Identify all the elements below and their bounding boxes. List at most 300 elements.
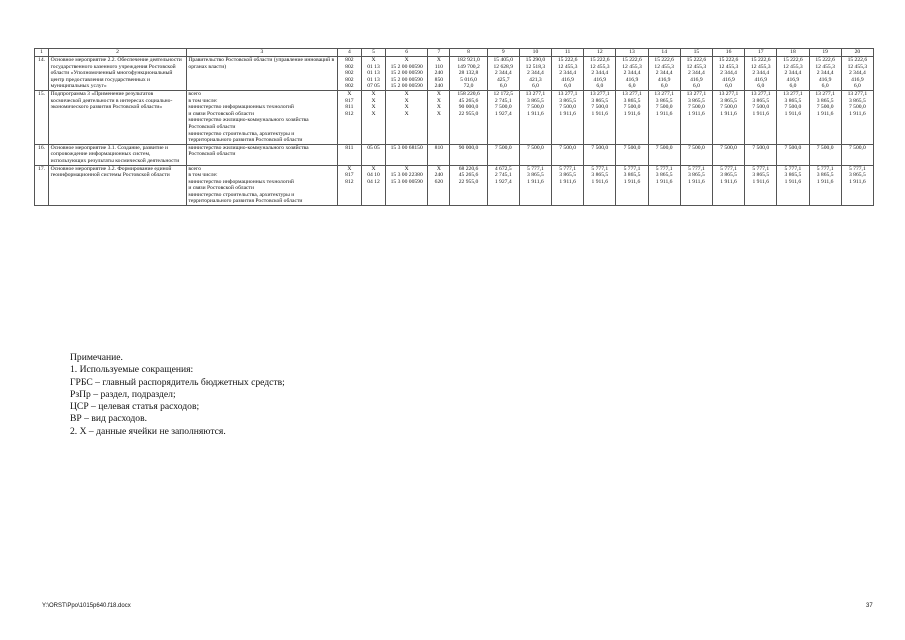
year-value: 1 911,6 xyxy=(816,110,834,117)
year-value: 5 777,1 xyxy=(591,165,609,172)
responsible-line: министерство жилищно-коммунального хозяйства Ростовской области xyxy=(188,117,309,130)
year-value: 416,9 xyxy=(722,76,735,83)
grbs-cell-line: 802 xyxy=(345,83,354,90)
year-value: 1 911,6 xyxy=(752,178,770,185)
year-value: 7 500,0 xyxy=(527,104,544,111)
year-value: 7 500,0 xyxy=(687,104,705,111)
total-cell-line: 28 132,8 xyxy=(458,70,479,77)
year-cell xyxy=(745,90,777,144)
rzpr-cell xyxy=(361,90,385,144)
year-value: 5 777,1 xyxy=(848,165,866,172)
header-cell: 14 xyxy=(648,49,680,57)
year-value: 3 865,5 xyxy=(655,172,673,179)
year-value: 15 222,6 xyxy=(557,57,578,63)
year-value: 6,0 xyxy=(660,83,668,90)
year-cell xyxy=(584,57,616,91)
year-cell xyxy=(712,165,744,206)
year-value: 7 500,0 xyxy=(494,104,512,111)
year-value: 7 500,0 xyxy=(784,104,802,111)
vr-cell-line: Х xyxy=(436,165,441,172)
year-cell xyxy=(552,57,584,91)
header-cell: 20 xyxy=(841,49,873,57)
year-value: 15 222,6 xyxy=(654,57,674,63)
year-value: 15 222,6 xyxy=(686,57,707,63)
grbs-cell xyxy=(337,165,361,206)
vr-cell xyxy=(428,57,450,91)
budget-table xyxy=(34,48,874,206)
rzpr-cell-line: 01 13 xyxy=(367,76,380,83)
year-value: 12 455,3 xyxy=(783,63,803,70)
year-value: 12 455,3 xyxy=(686,63,707,70)
rzpr-cell-line: 01 13 xyxy=(367,63,380,70)
year-value: 2 344,4 xyxy=(559,70,577,77)
year-cell xyxy=(616,144,648,165)
year-value: 4 672,5 xyxy=(494,165,512,172)
rzpr-cell-line: Х xyxy=(371,90,376,97)
year-value: 3 865,5 xyxy=(559,97,577,104)
csr-cell-line: Х xyxy=(404,165,409,172)
year-value: 1 911,6 xyxy=(688,110,705,117)
header-cell: 8 xyxy=(450,49,487,57)
rzpr-cell-line: 04 12 xyxy=(367,178,380,185)
vr-cell-line: 810 xyxy=(434,144,444,151)
csr-cell-line: 15 3 00 22380 xyxy=(390,172,423,179)
year-value: 1 927,4 xyxy=(494,110,512,117)
year-value: 7 500,0 xyxy=(720,104,737,111)
responsible-line: Правительство Ростовской области (управление инноваций в органах власти) xyxy=(188,57,335,70)
year-value: 15 222,6 xyxy=(622,57,642,63)
year-value: 3 865,5 xyxy=(527,97,544,104)
year-value: 1 911,6 xyxy=(720,110,737,117)
grbs-cell-line: 802 xyxy=(345,70,354,77)
year-cell xyxy=(584,90,616,144)
year-value: 12 455,3 xyxy=(847,63,868,70)
year-value: 1 911,6 xyxy=(623,110,641,117)
csr-cell xyxy=(386,90,428,144)
total-cell-line: 90 000,0 xyxy=(458,144,479,151)
responsible-group xyxy=(188,192,335,205)
program-name: Основное мероприятие 3.1. Создание, развитие и сопровождение информационных систем, использующих результаты космической деятельности xyxy=(49,144,187,165)
year-value: 7 500,0 xyxy=(559,104,577,111)
year-value: 416,9 xyxy=(561,76,574,83)
responsible-executor xyxy=(186,144,337,165)
year-value: 3 865,5 xyxy=(752,172,770,179)
vr-cell-line: 620 xyxy=(434,178,444,185)
csr-cell-line: Х xyxy=(404,97,409,104)
year-cell xyxy=(648,90,680,144)
program-name: Подпрограмма 3 «Применение результатов космической деятельности в интересах социально-экономического развития Ростовской области» xyxy=(49,90,187,144)
year-value: 15 222,6 xyxy=(718,57,739,63)
year-value: 7 500,0 xyxy=(687,144,705,151)
year-value: 7 500,0 xyxy=(784,144,802,151)
year-value: 1 911,6 xyxy=(527,110,544,117)
responsible-line: всего xyxy=(188,165,201,172)
year-value: 6,0 xyxy=(596,83,604,90)
year-cell xyxy=(519,165,551,206)
year-value: 2 344,4 xyxy=(687,70,705,77)
header-cell: 9 xyxy=(487,49,519,57)
year-cell xyxy=(487,144,519,165)
year-value: 3 865,5 xyxy=(752,97,770,104)
rzpr-cell xyxy=(361,144,385,165)
year-value: 6,0 xyxy=(853,83,861,90)
year-cell xyxy=(487,165,519,206)
year-cell xyxy=(745,165,777,206)
year-value: 12 455,3 xyxy=(718,63,739,70)
header-cell: 13 xyxy=(616,49,648,57)
header-cell: 5 xyxy=(361,49,385,57)
year-value: 3 865,5 xyxy=(623,172,641,179)
responsible-line: в том числе: xyxy=(188,97,218,104)
header-cell: 4 xyxy=(337,49,361,57)
year-cell xyxy=(680,165,712,206)
year-value: 7 500,0 xyxy=(623,144,641,151)
year-value: 15 222,6 xyxy=(590,57,610,63)
row-number: 17. xyxy=(35,165,49,206)
year-value: 2 344,4 xyxy=(527,70,544,77)
vr-cell-line: 240 xyxy=(434,172,444,179)
responsible-executor xyxy=(186,165,337,206)
header-cell: 16 xyxy=(712,49,744,57)
grbs-cell-line: 817 xyxy=(345,97,354,104)
year-value: 1 927,4 xyxy=(494,178,512,185)
year-cell xyxy=(552,90,584,144)
responsible-executor xyxy=(186,57,337,91)
year-value: 1 911,6 xyxy=(623,178,641,185)
year-cell xyxy=(584,165,616,206)
year-value: 1 911,6 xyxy=(720,178,737,185)
csr-cell-line: 15 2 00 00590 xyxy=(390,83,423,90)
csr-cell-line: Х xyxy=(404,57,409,63)
year-value: 1 911,6 xyxy=(816,178,834,185)
year-cell xyxy=(519,90,551,144)
year-cell xyxy=(648,57,680,91)
year-value: 7 500,0 xyxy=(816,104,834,111)
year-cell xyxy=(552,165,584,206)
rzpr-cell xyxy=(361,165,385,206)
year-value: 6,0 xyxy=(757,83,765,90)
year-cell xyxy=(809,144,841,165)
year-value: 13 277,1 xyxy=(622,90,642,97)
year-value: 1 911,6 xyxy=(784,178,802,185)
year-value: 3 865,5 xyxy=(655,97,673,104)
year-value: 3 865,5 xyxy=(848,172,866,179)
csr-cell xyxy=(386,57,428,91)
year-value: 425,7 xyxy=(496,76,510,83)
responsible-group xyxy=(188,117,335,130)
responsible-executor xyxy=(186,90,337,144)
total-cell-line: 22 955,0 xyxy=(458,110,479,117)
year-value: 7 500,0 xyxy=(752,104,770,111)
responsible-group xyxy=(188,179,335,192)
year-value: 15 222,6 xyxy=(783,57,803,63)
year-value: 2 745,1 xyxy=(494,172,512,179)
header-cell: 1 xyxy=(35,49,49,57)
rzpr-cell-line: Х xyxy=(371,104,376,111)
year-value: 12 455,3 xyxy=(750,63,771,70)
csr-cell-line: 15 2 00 00590 xyxy=(390,70,423,77)
year-value: 13 277,1 xyxy=(847,90,868,97)
responsible-group xyxy=(188,91,335,104)
responsible-group xyxy=(188,131,335,144)
header-cell: 6 xyxy=(386,49,428,57)
year-value: 3 865,5 xyxy=(687,172,705,179)
year-value: 1 911,6 xyxy=(849,110,866,117)
year-cell xyxy=(777,144,809,165)
year-value: 3 865,5 xyxy=(591,97,609,104)
year-value: 5 777,1 xyxy=(623,165,641,172)
year-value: 1 911,6 xyxy=(559,178,576,185)
total-cell xyxy=(450,144,487,165)
header-cell: 10 xyxy=(519,49,551,57)
year-value: 7 500,0 xyxy=(591,104,609,111)
year-value: 416,9 xyxy=(625,76,639,83)
year-value: 416,9 xyxy=(818,76,832,83)
csr-cell-line: 15 3 00 00590 xyxy=(390,178,423,185)
notes-line: ГРБС – главный распорядитель бюджетных средств; xyxy=(70,376,285,388)
year-cell xyxy=(712,144,744,165)
year-cell xyxy=(519,144,551,165)
csr-cell-line: 15 2 00 00590 xyxy=(390,76,423,83)
row-number: 16. xyxy=(35,144,49,165)
csr-cell-line: Х xyxy=(404,90,409,97)
year-value: 3 865,5 xyxy=(720,97,737,104)
rzpr-cell-line: 01 13 xyxy=(367,70,380,77)
year-value: 2 344,4 xyxy=(494,70,512,77)
responsible-line: в том числе: xyxy=(188,172,218,179)
year-cell xyxy=(712,90,744,144)
header-cell: 12 xyxy=(584,49,616,57)
year-value: 5 777,1 xyxy=(720,165,737,172)
year-value: 7 500,0 xyxy=(655,104,673,111)
header-cell: 11 xyxy=(552,49,584,57)
responsible-line: министерство строительства, архитектуры и территориального развития Ростовской области xyxy=(188,130,303,144)
year-value: 15 222,6 xyxy=(847,57,868,63)
total-cell-line: 45 265,6 xyxy=(458,97,479,104)
year-cell xyxy=(841,90,873,144)
year-value: 12 172,5 xyxy=(493,90,514,97)
year-cell xyxy=(712,57,744,91)
year-value: 15 222,6 xyxy=(815,57,835,63)
rzpr-cell-line: 05 05 xyxy=(367,144,380,151)
year-value: 12 455,3 xyxy=(557,63,578,70)
row-number: 15. xyxy=(35,90,49,144)
responsible-line: министерство жилищно-коммунального хозяйства Ростовской области xyxy=(188,144,309,158)
year-value: 2 344,4 xyxy=(848,70,866,77)
vr-cell-line: 240 xyxy=(434,70,444,77)
grbs-cell xyxy=(337,57,361,91)
footer-page-number: 37 xyxy=(866,603,873,609)
year-value: 13 277,1 xyxy=(815,90,835,97)
year-value: 15 222,6 xyxy=(750,57,771,63)
year-value: 12 455,3 xyxy=(622,63,642,70)
responsible-line: министерство информационных технологий xyxy=(188,178,294,185)
year-value: 3 865,5 xyxy=(784,172,802,179)
year-cell xyxy=(777,165,809,206)
vr-cell xyxy=(428,165,450,206)
notes-line: ВР – вид расходов. xyxy=(70,413,148,425)
responsible-line: и связи Ростовской области xyxy=(188,110,254,117)
year-value: 12 455,3 xyxy=(654,63,674,70)
year-value: 7 500,0 xyxy=(848,104,866,111)
vr-cell-line: 240 xyxy=(434,83,444,90)
csr-cell xyxy=(386,144,428,165)
grbs-cell-line: 812 xyxy=(345,178,354,185)
year-value: 2 344,4 xyxy=(623,70,641,77)
year-value: 2 344,4 xyxy=(591,70,609,77)
year-value: 7 500,0 xyxy=(816,144,834,151)
table-row xyxy=(35,144,874,165)
year-cell xyxy=(616,57,648,91)
year-value: 1 911,6 xyxy=(655,178,673,185)
rzpr-cell-line: Х xyxy=(371,110,376,117)
table-body xyxy=(35,49,874,206)
year-value: 6,0 xyxy=(821,83,829,90)
year-value: 3 865,5 xyxy=(848,97,866,104)
year-value: 6,0 xyxy=(725,83,733,90)
total-cell-line: 68 220,6 xyxy=(458,165,479,172)
total-cell xyxy=(450,90,487,144)
year-cell xyxy=(777,90,809,144)
responsible-line: и связи Ростовской области xyxy=(188,185,254,192)
year-value: 1 911,6 xyxy=(559,110,576,117)
csr-cell-line: Х xyxy=(404,104,409,111)
rzpr-cell xyxy=(361,57,385,91)
year-value: 7 500,0 xyxy=(848,144,866,151)
year-value: 2 344,4 xyxy=(720,70,737,77)
header-cell: 2 xyxy=(49,49,187,57)
year-value: 3 865,5 xyxy=(687,97,705,104)
notes-line: РзПр – раздел, подраздел; xyxy=(70,388,176,400)
csr-cell xyxy=(386,165,428,206)
header-cell: 3 xyxy=(186,49,337,57)
year-value: 6,0 xyxy=(789,83,797,90)
year-value: 2 344,4 xyxy=(752,70,770,77)
grbs-cell-line: 811 xyxy=(345,144,354,151)
year-value: 3 865,5 xyxy=(591,172,609,179)
year-value: 5 777,1 xyxy=(784,165,802,172)
table-row xyxy=(35,165,874,206)
header-cell: 15 xyxy=(680,49,712,57)
year-cell xyxy=(648,144,680,165)
year-value: 13 277,1 xyxy=(686,90,707,97)
year-cell xyxy=(841,165,873,206)
year-value: 5 777,1 xyxy=(816,165,834,172)
responsible-line: министерство информационных технологий xyxy=(188,104,294,111)
year-cell xyxy=(616,90,648,144)
year-value: 12 455,3 xyxy=(590,63,610,70)
year-cell xyxy=(648,165,680,206)
year-value: 7 500,0 xyxy=(591,144,609,151)
year-value: 416,9 xyxy=(593,76,607,83)
year-cell xyxy=(680,144,712,165)
year-value: 1 911,6 xyxy=(784,110,802,117)
table-header-row xyxy=(35,49,874,57)
vr-cell-line: Х xyxy=(436,90,441,97)
year-value: 7 500,0 xyxy=(655,144,673,151)
year-value: 1 911,6 xyxy=(752,110,770,117)
vr-cell xyxy=(428,144,450,165)
year-value: 6,0 xyxy=(628,83,636,90)
grbs-cell-line: 817 xyxy=(345,172,354,179)
year-value: 1 911,6 xyxy=(591,178,609,185)
responsible-line: министерство строительства, архитектуры и территориального развития Ростовской области xyxy=(188,191,303,205)
year-value: 12 628,9 xyxy=(493,63,514,70)
year-value: 5 777,1 xyxy=(687,165,705,172)
total-cell xyxy=(450,57,487,91)
year-cell xyxy=(680,57,712,91)
table-row xyxy=(35,90,874,144)
year-cell xyxy=(680,90,712,144)
year-value: 6,0 xyxy=(499,83,507,90)
year-cell xyxy=(584,144,616,165)
grbs-cell-line: Х xyxy=(347,165,352,172)
year-cell xyxy=(841,144,873,165)
total-cell-line: 5 016,0 xyxy=(460,76,477,83)
total-cell-line: 72,0 xyxy=(463,83,474,90)
notes-line: 2. Х – данные ячейки не заполняются. xyxy=(70,425,226,437)
year-value: 416,9 xyxy=(786,76,800,83)
vr-cell-line: 110 xyxy=(434,63,443,70)
year-value: 6,0 xyxy=(531,83,539,90)
year-value: 12 455,3 xyxy=(815,63,835,70)
footer-file-path: Y:\ORST\Ppo\1015p640.f18.docx xyxy=(42,603,131,609)
vr-cell-line: Х xyxy=(436,57,441,63)
year-value: 2 344,4 xyxy=(816,70,834,77)
year-value: 13 277,1 xyxy=(590,90,610,97)
responsible-line: всего xyxy=(188,90,201,97)
year-cell xyxy=(487,57,519,91)
header-cell: 18 xyxy=(777,49,809,57)
year-value: 3 865,5 xyxy=(784,97,802,104)
responsible-group xyxy=(188,104,335,117)
grbs-cell-line: 812 xyxy=(345,110,354,117)
vr-cell-line: Х xyxy=(436,97,441,104)
year-value: 3 865,5 xyxy=(816,172,834,179)
year-value: 416,9 xyxy=(754,76,768,83)
year-value: 1 911,6 xyxy=(655,110,673,117)
notes-line: ЦСР – целевая статья расходов; xyxy=(70,401,200,413)
vr-cell-line: Х xyxy=(436,104,441,111)
header-cell: 19 xyxy=(809,49,841,57)
year-value: 13 277,1 xyxy=(654,90,674,97)
year-value: 416,9 xyxy=(690,76,703,83)
year-value: 2 344,4 xyxy=(655,70,673,77)
year-value: 3 865,5 xyxy=(527,172,544,179)
rzpr-cell-line: Х xyxy=(371,97,376,104)
year-cell xyxy=(809,165,841,206)
year-value: 5 777,1 xyxy=(752,165,770,172)
year-cell xyxy=(809,90,841,144)
total-cell-line: 158 220,6 xyxy=(457,90,480,97)
program-name: Основное мероприятие 3.2. Формирование единой геоинформационной системы Ростовской области xyxy=(49,165,187,206)
vr-cell-line: Х xyxy=(436,110,441,117)
year-value: 2 344,4 xyxy=(784,70,802,77)
grbs-cell-line: 811 xyxy=(345,104,354,111)
grbs-cell-line: 802 xyxy=(345,63,354,70)
header-cell: 17 xyxy=(745,49,777,57)
year-value: 13 277,1 xyxy=(750,90,771,97)
year-value: 1 911,6 xyxy=(527,178,544,185)
year-value: 7 500,0 xyxy=(527,144,544,151)
responsible-group xyxy=(188,145,335,158)
year-value: 7 500,0 xyxy=(623,104,641,111)
year-cell xyxy=(552,144,584,165)
year-value: 2 745,1 xyxy=(494,97,512,104)
total-cell-line: 90 000,0 xyxy=(458,104,479,111)
year-value: 6,0 xyxy=(692,83,700,90)
year-cell xyxy=(745,57,777,91)
